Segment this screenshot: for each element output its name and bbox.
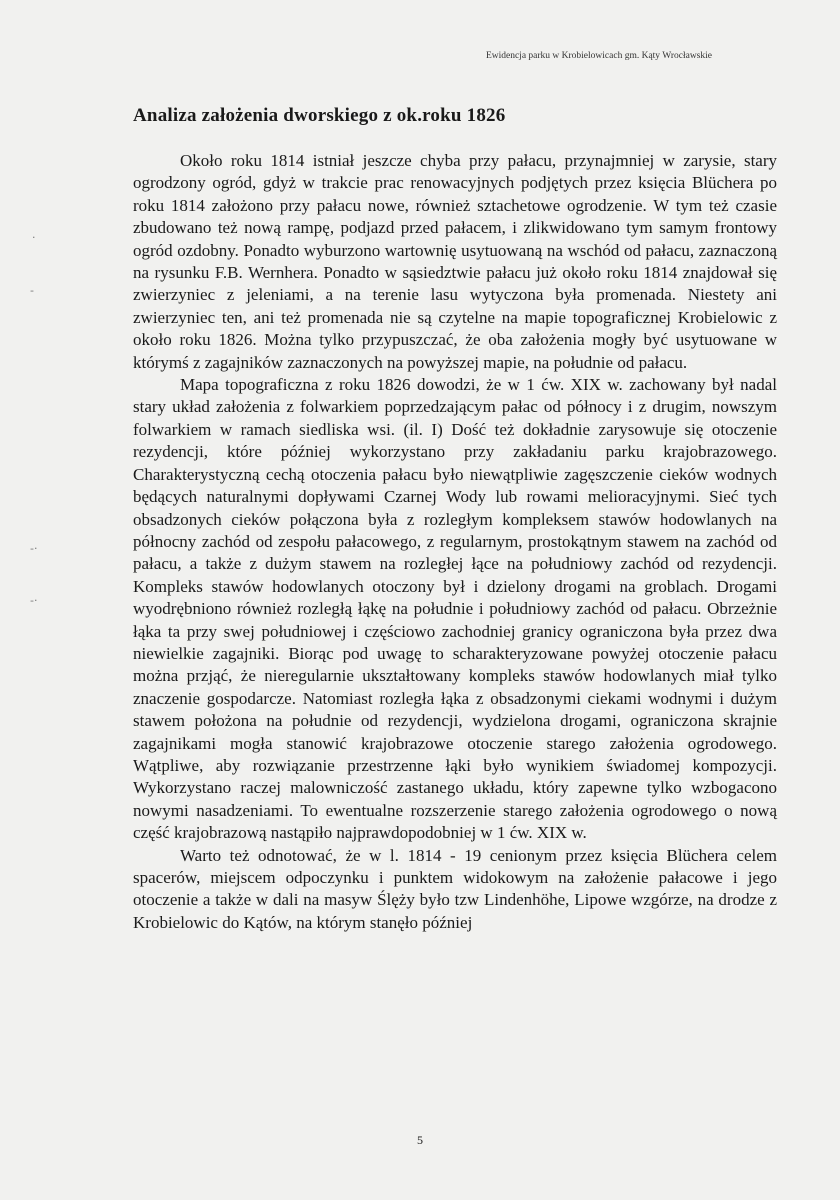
page-number: 5	[417, 1133, 423, 1147]
margin-speck-3: -·	[30, 542, 38, 555]
running-header: Ewidencja parku w Krobielowicach gm. Kąty Wrocławskie	[485, 51, 712, 61]
body-text	[133, 150, 777, 934]
paragraph-3: Warto też odnotować, że w l. 1814 - 19 cenionym przez księcia Blüchera celem spacerów, miejscem odpoczynku i punktem widokowym na założenie pałacowe i jego otoczenie a także w dali na masyw Ślęży było tzw Lindenhöhe, Lipowe wzgórze, na drodze z Krobielowic do Kątów, na którym stanęło później	[133, 845, 777, 932]
margin-speck-2: -	[30, 284, 34, 297]
margin-speck-1: ·	[32, 231, 36, 244]
margin-speck-4: -·	[30, 594, 38, 607]
paragraph-1: Około roku 1814 istniał jeszcze chyba przy pałacu, przynajmniej w zarysie, stary ogrodzony ogród, gdyż w trakcie prac renowacyjnych podjętych przez księcia Blüchera po roku 1814 założono przy pałacu nowe, również sztachetowe ogrodzenie. W tym też czasie zbudowano też nową rampę, podjazd przed pałacem, i zlikwidowano tym samym frontowy ogród ozdobny. Ponadto wyburzono wartownię usytuowaną na wschód od pałacu, zaznaczoną na rysunku F.B. Wernhera. Ponadto w sąsiedztwie pałacu już około roku 1814 znajdował się zwierzyniec z jeleniami, a na terenie lasu wytyczona była promenada. Niestety ani zwierzyniec ten, ani też promenada nie są czytelne na mapie topograficznej Krobielowic z około roku 1826. Można tylko przypuszczać, że oba założenia mogły być usytuowane w którymś z zagajników zaznaczonych na powyższej mapie, na południe od pałacu.	[133, 151, 777, 372]
paragraph-2: Mapa topograficzna z roku 1826 dowodzi, że w 1 ćw. XIX w. zachowany był nadal stary układ założenia z folwarkiem poprzedzającym pałac od północy i z drugim, nowszym folwarkiem w ramach siedliska wsi. (il. I) Dość też dokładnie zarysowuje się otoczenie rezydencji, które później wykorzystano przy zakładaniu parku krajobrazowego. Charakterystyczną cechą otoczenia pałacu było niewątpliwie zagęszczenie cieków wodnych będących naturalnymi dopływami Czarnej Wody lub rowami melioracyjnymi. Sieć tych obsadzonych cieków połączona była z rozległym kompleksem stawów hodowlanych na północny zachód od zespołu pałacowego, z regularnym, prostokątnym stawem na zachód od pałacu, a także z dużym stawem na rozległej łące na południowy zachód od rezydencji. Kompleks stawów hodowlanych otoczony był i dzielony drogami na groblach. Drogami wyodrębniono również rozległą łąkę na południe i południowy zachód od pałacu. Obrzeżnie łąka ta przy swej południowej i częściowo zachodniej granicy ograniczona była przez dwa niewielkie zagajniki. Biorąc pod uwagę to scharakteryzowane powyżej otoczenie pałacu można przjąć, że nieregularnie ukształtowany kompleks stawów hodowlanych miał tylko znaczenie gospodarcze. Natomiast rozległa łąka z obsadzonymi ciekami wodnymi i dużym stawem położona na południe od rezydencji, wydzielona drogami, ograniczona skrajnie zagajnikami mogła stanowić krajobrazowe otoczenie starego założenia ogrodowego. Wątpliwe, aby rozwiązanie przestrzenne łąki było wynikiem świadomej kompozycji. Wykorzystano raczej malowniczość zastanego układu, który zapewne tylko wzbogacono nowymi nasadzeniami. To ewentualne rozszerzenie starego założenia ogrodowego o nową część krajobrazową nastąpiło najprawdopodobniej w 1 ćw. XIX w.	[133, 375, 777, 843]
section-heading: Analiza założenia dworskiego z ok.roku 1826	[133, 105, 506, 126]
